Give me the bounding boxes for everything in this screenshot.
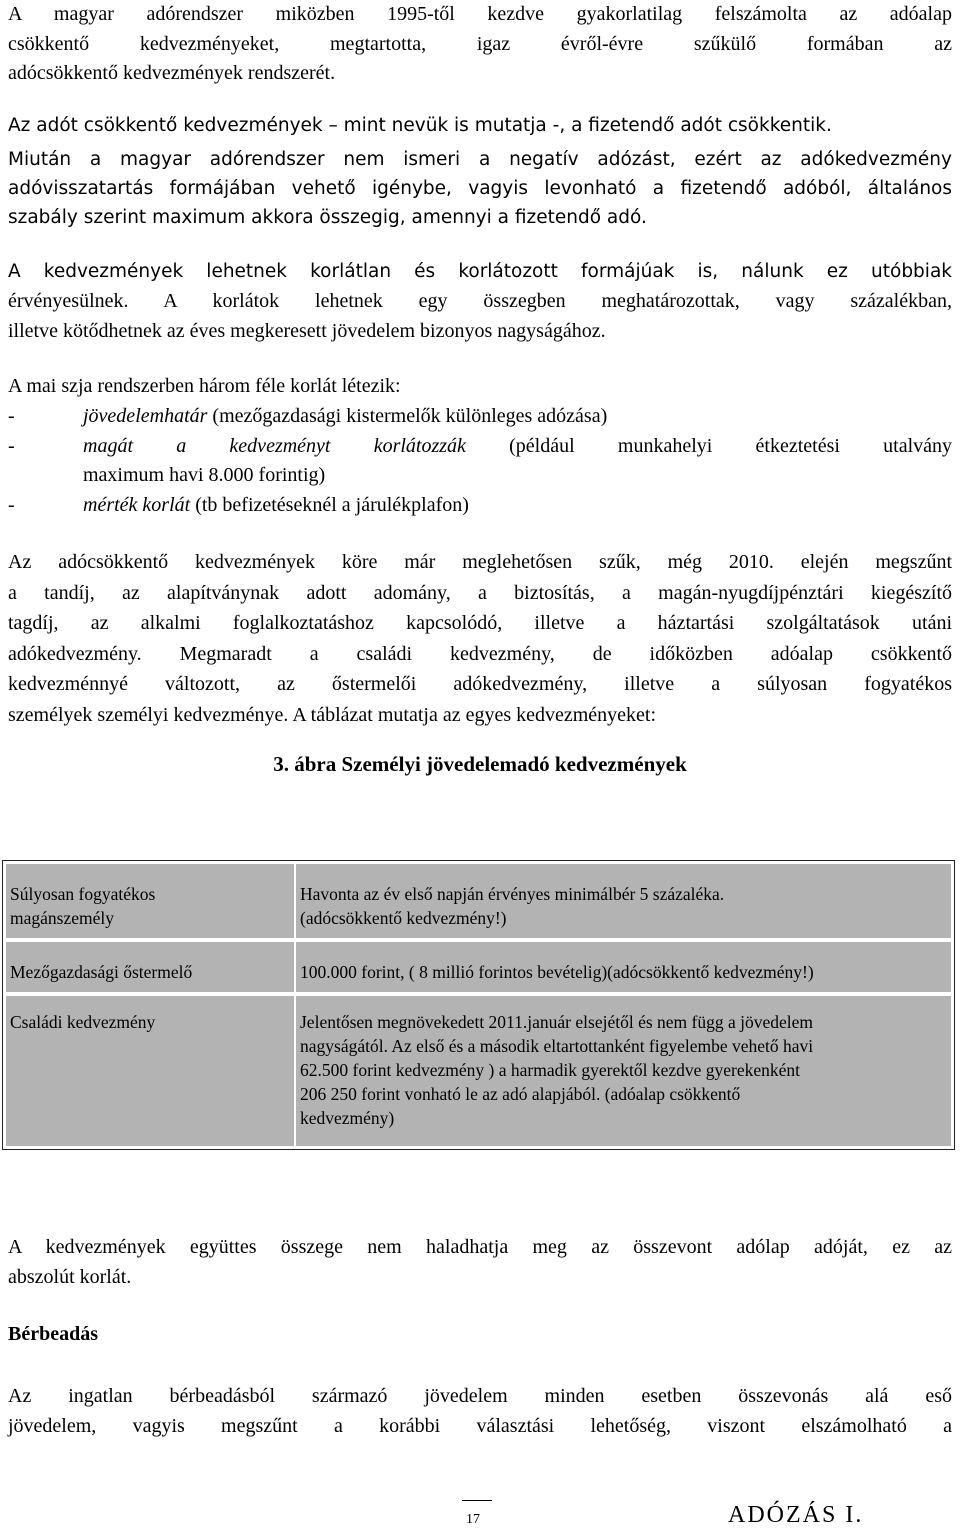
- text-line: abszolút korlát.: [8, 1265, 132, 1288]
- text-line: szabály szerint maximum akkora összegig, amennyi a fizetendő adó.: [8, 207, 647, 228]
- paragraph-current-reductions: [8, 547, 952, 730]
- table-cell-value: [295, 863, 952, 939]
- text-line: kedvezménnyé változott, az őstermelői adókedvezmény, illetve a súlyosan fogyatékos: [8, 673, 952, 695]
- text-line: jövedelem, vagyis megszűnt a korábbi választási lehetőség, viszont elszámolható a: [8, 1414, 952, 1437]
- figure-caption: 3. ábra Személyi jövedelemadó kedvezmények: [273, 752, 687, 776]
- cell-line: 206 250 forint vonható le az adó alapjából. (adóalap csökkentő: [300, 1084, 741, 1104]
- text-line: illetve kötődhetnek az éves megkeresett jövedelem bizonyos nagyságához.: [8, 319, 606, 342]
- list-item-text: (például munkahelyi étkeztetési utalvány: [465, 434, 953, 457]
- list-item: [8, 491, 952, 521]
- list-dash: -: [8, 434, 15, 457]
- list-item: [8, 402, 952, 432]
- cell-line: Havonta az év első napján érvényes minimálbér 5 százaléka.: [300, 884, 725, 904]
- paragraph-limits-detail: [8, 287, 952, 346]
- list-item-term: magát a kedvezményt korlátozzák: [83, 434, 466, 457]
- cell-line: Mezőgazdasági őstermelő: [10, 962, 193, 982]
- table-cell-label: [5, 995, 295, 1147]
- text-line: Az ingatlan bérbeadásból származó jövedelem minden esetben összevonás alá eső: [8, 1385, 952, 1407]
- table-cell-value: [295, 995, 952, 1147]
- list-item-text: (tb befizetéseknél a járulékplafon): [190, 493, 469, 516]
- benefits-table: [2, 860, 955, 1150]
- text-line: Az adócsökkentő kedvezmények köre már meglehetősen szűk, még 2010. elején megszűnt: [8, 551, 952, 573]
- list-dash: -: [8, 493, 15, 516]
- paragraph-intro: [8, 0, 952, 89]
- table-cell-value: [295, 941, 952, 993]
- footer-title: ADÓZÁS I.: [728, 1502, 864, 1528]
- table-cell-label: [5, 941, 295, 993]
- text-line: személyek személyi kedvezménye. A táblázat mutatja az egyes kedvezményeket:: [8, 703, 657, 726]
- text-line: adókedvezmény. Megmaradt a családi kedvezmény, de időközben adóalap csökkentő: [8, 642, 952, 665]
- cell-line: Súlyosan fogyatékos: [10, 884, 156, 904]
- list-item-text: (mezőgazdasági kistermelők különleges adózása): [207, 405, 608, 427]
- text-line: adócsökkentő kedvezmények rendszerét.: [8, 62, 336, 84]
- text-line: A mai szja rendszerben három féle korlát létezik:: [8, 375, 401, 397]
- list-item-term: jövedelemhatár: [83, 405, 208, 427]
- text-line: tagdíj, az alkalmi foglalkoztatáshoz kapcsolódó, illetve a háztartási szolgáltatások utáni: [8, 612, 952, 634]
- cell-line: 62.500 forint kedvezmény ) a harmadik gyerektől kezdve gyerekenként: [300, 1060, 801, 1080]
- text-line: csökkentő kedvezményeket, megtartotta, igaz évről-évre szűkülő formában az: [8, 32, 952, 55]
- text-line: adóvisszatartás formájában vehető igénybe, vagyis levonható a fizetendő adóból, általános: [8, 178, 952, 199]
- paragraph-absolute-limit: [8, 1233, 952, 1292]
- paragraph-limits-types: [8, 257, 952, 287]
- text-line: A kedvezmények lehetnek korlátlan és korlátozott formájúak is, nálunk ez utóbbiak: [8, 261, 952, 282]
- cell-line: (adócsökkentő kedvezmény!): [300, 908, 507, 928]
- table-cell-label: [5, 863, 295, 939]
- cell-line: magánszemély: [10, 908, 114, 928]
- cell-line: Jelentősen megnövekedett 2011.január elsejétől és nem függ a jövedelem: [300, 1012, 814, 1032]
- cell-line: Családi kedvezmény: [10, 1012, 156, 1032]
- cell-line: nagyságától. Az első és a második eltartottanként figyelembe vehető havi: [300, 1036, 814, 1056]
- cell-line: kedvezmény): [300, 1108, 395, 1128]
- list-item: [8, 432, 952, 491]
- paragraph-szja-intro: [8, 372, 952, 402]
- list-item-term: mérték korlát: [83, 493, 191, 516]
- page-number: 17: [466, 1512, 480, 1527]
- paragraph-reductions: [8, 111, 952, 141]
- footer-rule: [462, 1500, 492, 1501]
- paragraph-negative-tax: [8, 145, 952, 232]
- text-line: Miután a magyar adórendszer nem ismeri a negatív adózást, ezért az adókedvezmény: [8, 149, 952, 170]
- text-line: érvényesülnek. A korlátok lehetnek egy összegben meghatározottak, vagy százalékban,: [8, 290, 952, 312]
- cell-line: 100.000 forint, ( 8 millió forintos bevételig)(adócsökkentő kedvezmény!): [300, 962, 814, 982]
- section-heading: Bérbeadás: [8, 1323, 98, 1345]
- text-line: A magyar adórendszer miközben 1995-től kezdve gyakorlatilag felszámolta az adóalap: [8, 3, 952, 25]
- list-item-continuation: maximum havi 8.000 forintig): [83, 464, 326, 486]
- text-line: Az adót csökkentő kedvezmények – mint nevük is mutatja -, a fizetendő adót csökkentik.: [8, 115, 832, 136]
- text-line: a tandíj, az alapítványnak adott adomány, a biztosítás, a magán-nyugdíjpénztári kiegészítő: [8, 581, 952, 604]
- limits-list: [8, 402, 952, 520]
- paragraph-rental: [8, 1382, 952, 1441]
- list-dash: -: [8, 405, 15, 427]
- text-line: A kedvezmények együttes összege nem haladhatja meg az összevont adólap adóját, ez az: [8, 1236, 952, 1258]
